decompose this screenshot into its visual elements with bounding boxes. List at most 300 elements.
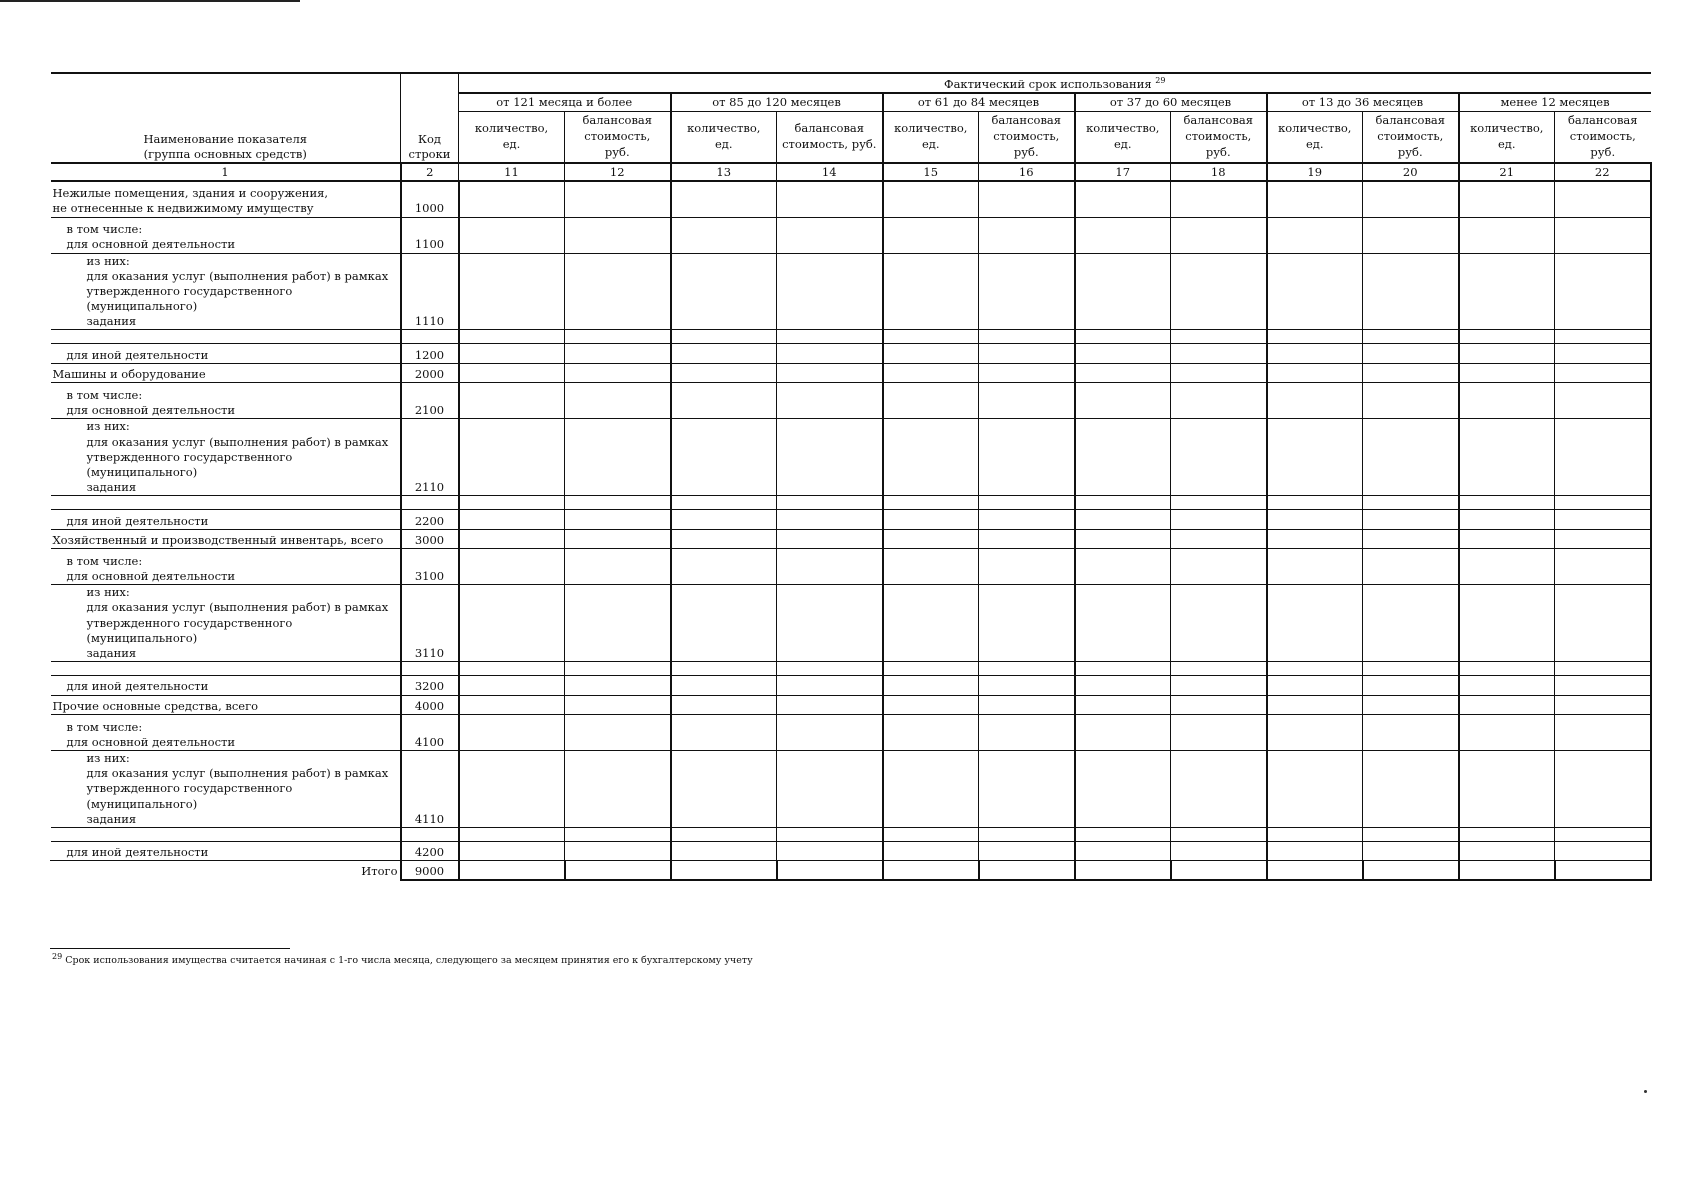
value-cell[interactable]: [1267, 253, 1363, 330]
value-cell[interactable]: [671, 585, 777, 662]
value-cell[interactable]: [671, 695, 777, 715]
value-cell[interactable]: [979, 529, 1075, 549]
value-cell[interactable]: [1075, 695, 1171, 715]
value-cell[interactable]: [1267, 419, 1363, 496]
value-cell[interactable]: [1075, 330, 1171, 344]
value-cell[interactable]: [1171, 827, 1267, 841]
column-number: 1: [51, 163, 401, 181]
value-cell[interactable]: [1555, 181, 1651, 217]
indicator-label-line: для иной деятельности: [66, 347, 209, 362]
value-cell[interactable]: [979, 217, 1075, 253]
value-cell[interactable]: [459, 585, 565, 662]
value-cell[interactable]: [1459, 510, 1555, 530]
value-cell[interactable]: [883, 344, 979, 364]
column-number: 11: [459, 163, 565, 181]
value-cell[interactable]: [1075, 549, 1171, 585]
value-cell[interactable]: [1267, 662, 1363, 676]
col-header-line: балансовая: [1375, 113, 1446, 128]
value-cell[interactable]: [459, 529, 565, 549]
value-cell[interactable]: [1459, 217, 1555, 253]
value-cell[interactable]: [1267, 549, 1363, 585]
value-cell[interactable]: [671, 827, 777, 841]
value-cell[interactable]: [671, 419, 777, 496]
value-cell[interactable]: [565, 383, 671, 419]
value-cell[interactable]: [883, 676, 979, 696]
value-cell[interactable]: [1075, 529, 1171, 549]
value-cell[interactable]: [883, 549, 979, 585]
value-cell[interactable]: [1171, 496, 1267, 510]
value-cell[interactable]: [1075, 363, 1171, 383]
value-cell[interactable]: [1555, 585, 1651, 662]
value-cell[interactable]: [671, 549, 777, 585]
value-cell[interactable]: [565, 330, 671, 344]
value-cell[interactable]: [777, 549, 883, 585]
value-cell[interactable]: [1555, 827, 1651, 841]
value-cell[interactable]: [459, 496, 565, 510]
value-cell[interactable]: [1459, 253, 1555, 330]
value-cell[interactable]: [1171, 181, 1267, 217]
value-cell[interactable]: [777, 585, 883, 662]
value-cell[interactable]: [883, 496, 979, 510]
value-cell[interactable]: [1075, 510, 1171, 530]
value-cell[interactable]: [565, 181, 671, 217]
row-code: 1000: [401, 181, 459, 217]
value-cell[interactable]: [671, 841, 777, 861]
value-cell[interactable]: [459, 419, 565, 496]
value-cell[interactable]: [979, 253, 1075, 330]
value-cell[interactable]: [1267, 181, 1363, 217]
value-cell[interactable]: [671, 529, 777, 549]
value-cell[interactable]: [1459, 330, 1555, 344]
value-cell[interactable]: [565, 585, 671, 662]
value-cell[interactable]: [777, 217, 883, 253]
value-cell[interactable]: [1267, 217, 1363, 253]
table-row: [51, 695, 1651, 715]
value-cell[interactable]: [1171, 715, 1267, 751]
value-cell[interactable]: [1555, 383, 1651, 419]
value-cell[interactable]: [459, 549, 565, 585]
value-cell[interactable]: [671, 383, 777, 419]
value-cell[interactable]: [459, 827, 565, 841]
value-cell[interactable]: [883, 217, 979, 253]
value-cell[interactable]: [565, 496, 671, 510]
column-number: 18: [1171, 163, 1267, 181]
value-cell[interactable]: [1075, 751, 1171, 828]
value-cell[interactable]: [883, 662, 979, 676]
value-cell[interactable]: [1267, 695, 1363, 715]
value-cell[interactable]: [671, 662, 777, 676]
total-label: Итого: [51, 861, 401, 880]
value-cell[interactable]: [1267, 383, 1363, 419]
value-cell[interactable]: [979, 549, 1075, 585]
total-row-code: 9000: [401, 861, 459, 880]
value-cell[interactable]: [1555, 549, 1651, 585]
value-cell[interactable]: [1555, 841, 1651, 861]
value-cell[interactable]: [671, 344, 777, 364]
value-cell[interactable]: [1555, 217, 1651, 253]
value-cell[interactable]: [1459, 662, 1555, 676]
value-cell[interactable]: [777, 529, 883, 549]
value-cell[interactable]: [1363, 676, 1459, 696]
value-cell[interactable]: [1075, 715, 1171, 751]
value-cell[interactable]: [1363, 217, 1459, 253]
value-cell[interactable]: [883, 383, 979, 419]
value-cell[interactable]: [1459, 496, 1555, 510]
value-cell[interactable]: [1363, 695, 1459, 715]
value-cell[interactable]: [1459, 549, 1555, 585]
value-cell[interactable]: [459, 715, 565, 751]
value-cell[interactable]: [979, 751, 1075, 828]
scan-edge-mark: [0, 0, 300, 2]
value-cell[interactable]: [1363, 827, 1459, 841]
value-cell[interactable]: [979, 827, 1075, 841]
column-number: 13: [671, 163, 777, 181]
value-cell[interactable]: [883, 330, 979, 344]
value-cell[interactable]: [1075, 344, 1171, 364]
value-cell[interactable]: [1171, 419, 1267, 496]
value-cell[interactable]: [1459, 363, 1555, 383]
value-cell[interactable]: [1171, 585, 1267, 662]
value-cell[interactable]: [459, 363, 565, 383]
value-cell[interactable]: [1363, 181, 1459, 217]
value-cell[interactable]: [1075, 841, 1171, 861]
total-value-cell[interactable]: [671, 861, 777, 880]
value-cell[interactable]: [883, 695, 979, 715]
value-cell[interactable]: [1555, 662, 1651, 676]
value-cell[interactable]: [565, 662, 671, 676]
value-cell[interactable]: [565, 841, 671, 861]
value-cell[interactable]: [1075, 253, 1171, 330]
value-cell[interactable]: [1459, 751, 1555, 828]
value-cell[interactable]: [1171, 330, 1267, 344]
value-cell[interactable]: [459, 662, 565, 676]
value-cell[interactable]: [883, 510, 979, 530]
value-cell[interactable]: [1363, 662, 1459, 676]
col-header-line: руб.: [604, 144, 630, 159]
col-header-line: руб.: [1590, 144, 1616, 159]
quantity-col-header-3: [883, 111, 979, 163]
value-cell[interactable]: [459, 181, 565, 217]
value-cell[interactable]: [1075, 217, 1171, 253]
value-cell[interactable]: [1075, 181, 1171, 217]
value-cell[interactable]: [777, 715, 883, 751]
value-cell[interactable]: [1459, 529, 1555, 549]
col-header-line: балансовая: [991, 113, 1062, 128]
value-cell[interactable]: [459, 676, 565, 696]
value-cell[interactable]: [1075, 383, 1171, 419]
value-cell[interactable]: [1171, 217, 1267, 253]
value-cell[interactable]: [1555, 510, 1651, 530]
value-cell[interactable]: [883, 751, 979, 828]
indicator-label: [51, 510, 401, 530]
value-cell[interactable]: [1075, 585, 1171, 662]
value-cell[interactable]: [979, 330, 1075, 344]
value-cell[interactable]: [777, 751, 883, 828]
value-cell[interactable]: [1363, 363, 1459, 383]
total-value-cell[interactable]: [1555, 861, 1651, 880]
value-cell[interactable]: [1363, 585, 1459, 662]
value-cell[interactable]: [883, 419, 979, 496]
value-cell[interactable]: [1555, 529, 1651, 549]
value-cell[interactable]: [671, 510, 777, 530]
value-cell[interactable]: [671, 676, 777, 696]
value-cell[interactable]: [1459, 419, 1555, 496]
value-cell[interactable]: [1459, 841, 1555, 861]
indicator-label-line: задания: [86, 645, 137, 660]
value-cell[interactable]: [671, 181, 777, 217]
value-cell[interactable]: [979, 676, 1075, 696]
total-value-cell[interactable]: [1267, 861, 1363, 880]
value-cell[interactable]: [565, 253, 671, 330]
total-value-cell[interactable]: [1171, 861, 1267, 880]
value-cell[interactable]: [1459, 344, 1555, 364]
indicator-label-line: утвержденного государственного (муниципального): [86, 283, 293, 314]
col-header-line: стоимость,: [1377, 128, 1444, 143]
total-value-cell[interactable]: [777, 861, 883, 880]
value-cell[interactable]: [459, 253, 565, 330]
value-cell[interactable]: [1171, 549, 1267, 585]
value-cell[interactable]: [979, 510, 1075, 530]
value-cell[interactable]: [1171, 751, 1267, 828]
value-cell[interactable]: [1363, 419, 1459, 496]
value-cell[interactable]: [1267, 841, 1363, 861]
value-cell[interactable]: [1459, 827, 1555, 841]
indicator-label-line: для оказания услуг (выполнения работ) в рамках: [86, 268, 389, 283]
value-cell[interactable]: [777, 383, 883, 419]
value-cell[interactable]: [1555, 419, 1651, 496]
value-cell[interactable]: [671, 363, 777, 383]
value-cell[interactable]: [1171, 676, 1267, 696]
value-cell[interactable]: [1555, 363, 1651, 383]
value-cell[interactable]: [565, 419, 671, 496]
value-cell[interactable]: [1267, 496, 1363, 510]
value-cell[interactable]: [1363, 496, 1459, 510]
indicator-label: [51, 715, 401, 751]
value-cell[interactable]: [565, 529, 671, 549]
value-cell[interactable]: [777, 841, 883, 861]
value-cell[interactable]: [1267, 751, 1363, 828]
value-cell[interactable]: [1171, 695, 1267, 715]
indicator-label-line: для основной деятельности: [66, 569, 236, 584]
value-cell[interactable]: [777, 419, 883, 496]
value-cell[interactable]: [1363, 841, 1459, 861]
col-header-line: стоимость,: [584, 128, 651, 143]
value-cell[interactable]: [1459, 676, 1555, 696]
value-cell[interactable]: [1363, 253, 1459, 330]
value-cell[interactable]: [979, 662, 1075, 676]
value-cell[interactable]: [1459, 181, 1555, 217]
value-cell[interactable]: [777, 253, 883, 330]
value-cell[interactable]: [1267, 715, 1363, 751]
total-value-cell[interactable]: [565, 861, 671, 880]
value-cell[interactable]: [459, 217, 565, 253]
value-cell[interactable]: [1075, 827, 1171, 841]
value-cell[interactable]: [1267, 344, 1363, 364]
value-cell[interactable]: [777, 695, 883, 715]
value-cell[interactable]: [1555, 676, 1651, 696]
value-cell[interactable]: [1459, 383, 1555, 419]
value-cell[interactable]: [671, 253, 777, 330]
value-cell[interactable]: [1075, 676, 1171, 696]
col-header-line: количество,: [894, 121, 968, 136]
indicator-label: [51, 383, 401, 419]
value-cell[interactable]: [1171, 344, 1267, 364]
value-cell[interactable]: [1267, 529, 1363, 549]
value-cell[interactable]: [1171, 529, 1267, 549]
value-cell[interactable]: [979, 344, 1075, 364]
value-cell[interactable]: [1171, 510, 1267, 530]
table-row: [51, 585, 1651, 662]
value-cell[interactable]: [1267, 676, 1363, 696]
value-cell[interactable]: [671, 715, 777, 751]
value-cell[interactable]: [1555, 330, 1651, 344]
value-cell[interactable]: [565, 827, 671, 841]
indicator-label-line: задания: [86, 480, 137, 495]
value-cell[interactable]: [565, 695, 671, 715]
value-cell[interactable]: [1075, 419, 1171, 496]
value-cell[interactable]: [979, 585, 1075, 662]
total-value-cell[interactable]: [1459, 861, 1555, 880]
value-cell[interactable]: [1171, 363, 1267, 383]
value-cell[interactable]: [1267, 585, 1363, 662]
total-value-cell[interactable]: [1075, 861, 1171, 880]
value-cell[interactable]: [883, 715, 979, 751]
value-cell[interactable]: [883, 363, 979, 383]
value-cell[interactable]: [1363, 549, 1459, 585]
value-cell[interactable]: [777, 181, 883, 217]
table-row: [51, 529, 1651, 549]
row-code: [401, 662, 459, 676]
value-cell[interactable]: [565, 363, 671, 383]
footnote: [52, 952, 753, 966]
value-cell[interactable]: [1363, 751, 1459, 828]
value-cell[interactable]: [1171, 841, 1267, 861]
indicator-label: [51, 676, 401, 696]
value-cell[interactable]: [777, 827, 883, 841]
value-cell[interactable]: [979, 419, 1075, 496]
row-code: 2110: [401, 419, 459, 496]
value-cell[interactable]: [565, 751, 671, 828]
total-value-cell[interactable]: [979, 861, 1075, 880]
value-cell[interactable]: [565, 217, 671, 253]
value-cell[interactable]: [459, 330, 565, 344]
total-value-cell[interactable]: [1363, 861, 1459, 880]
value-cell[interactable]: [1555, 751, 1651, 828]
value-cell[interactable]: [1555, 496, 1651, 510]
value-cell[interactable]: [565, 676, 671, 696]
indicator-label: [51, 496, 401, 510]
value-cell[interactable]: [979, 181, 1075, 217]
value-cell[interactable]: [1075, 662, 1171, 676]
value-cell[interactable]: [1363, 529, 1459, 549]
value-cell[interactable]: [459, 344, 565, 364]
value-cell[interactable]: [671, 496, 777, 510]
value-cell[interactable]: [671, 330, 777, 344]
value-cell[interactable]: [1459, 585, 1555, 662]
indicator-label-line: в том числе:: [66, 388, 143, 403]
value-cell[interactable]: [671, 751, 777, 828]
value-cell[interactable]: [1363, 344, 1459, 364]
value-cell[interactable]: [565, 510, 671, 530]
value-cell[interactable]: [459, 751, 565, 828]
column-number: 17: [1075, 163, 1171, 181]
value-cell[interactable]: [1459, 695, 1555, 715]
value-cell[interactable]: [1555, 715, 1651, 751]
value-cell[interactable]: [979, 841, 1075, 861]
value-cell[interactable]: [777, 676, 883, 696]
value-cell[interactable]: [1267, 510, 1363, 530]
row-code: 1100: [401, 217, 459, 253]
balance-value-col-header-4: [1171, 111, 1267, 163]
value-cell[interactable]: [1555, 253, 1651, 330]
col-header-line: стоимость,: [1569, 128, 1636, 143]
value-cell[interactable]: [459, 841, 565, 861]
value-cell[interactable]: [565, 549, 671, 585]
period-header-1: от 121 месяца и более: [459, 93, 671, 111]
indicator-label: [51, 419, 401, 496]
indicator-label-line: Хозяйственный и производственный инвентарь, всего: [52, 533, 384, 548]
value-cell[interactable]: [1555, 695, 1651, 715]
value-cell[interactable]: [883, 841, 979, 861]
value-cell[interactable]: [979, 715, 1075, 751]
value-cell[interactable]: [777, 510, 883, 530]
column-number: 15: [883, 163, 979, 181]
value-cell[interactable]: [565, 715, 671, 751]
value-cell[interactable]: [979, 695, 1075, 715]
value-cell[interactable]: [777, 662, 883, 676]
value-cell[interactable]: [1171, 253, 1267, 330]
value-cell[interactable]: [1363, 330, 1459, 344]
value-cell[interactable]: [979, 383, 1075, 419]
value-cell[interactable]: [1459, 715, 1555, 751]
value-cell[interactable]: [1555, 344, 1651, 364]
indicator-label-line: из них:: [86, 253, 130, 268]
value-cell[interactable]: [1267, 827, 1363, 841]
value-cell[interactable]: [671, 217, 777, 253]
value-cell[interactable]: [883, 585, 979, 662]
value-cell[interactable]: [1363, 383, 1459, 419]
period-header-6: менее 12 месяцев: [1459, 93, 1651, 111]
value-cell[interactable]: [565, 344, 671, 364]
value-cell[interactable]: [1267, 363, 1363, 383]
value-cell[interactable]: [1075, 496, 1171, 510]
value-cell[interactable]: [1171, 662, 1267, 676]
table-row: [51, 253, 1651, 330]
indicator-name-line1: Наименование показателя: [143, 131, 307, 146]
value-cell[interactable]: [883, 181, 979, 217]
value-cell[interactable]: [459, 695, 565, 715]
value-cell[interactable]: [883, 529, 979, 549]
total-value-cell[interactable]: [883, 861, 979, 880]
value-cell[interactable]: [777, 330, 883, 344]
value-cell[interactable]: [777, 344, 883, 364]
value-cell[interactable]: [883, 827, 979, 841]
total-value-cell[interactable]: [459, 861, 565, 880]
value-cell[interactable]: [883, 253, 979, 330]
value-cell[interactable]: [459, 383, 565, 419]
row-code: 4200: [401, 841, 459, 861]
col-header-line: ед.: [502, 136, 521, 151]
value-cell[interactable]: [979, 363, 1075, 383]
value-cell[interactable]: [1363, 715, 1459, 751]
value-cell[interactable]: [1363, 510, 1459, 530]
value-cell[interactable]: [1171, 383, 1267, 419]
value-cell[interactable]: [777, 496, 883, 510]
value-cell[interactable]: [1267, 330, 1363, 344]
value-cell[interactable]: [777, 363, 883, 383]
value-cell[interactable]: [459, 510, 565, 530]
value-cell[interactable]: [979, 496, 1075, 510]
